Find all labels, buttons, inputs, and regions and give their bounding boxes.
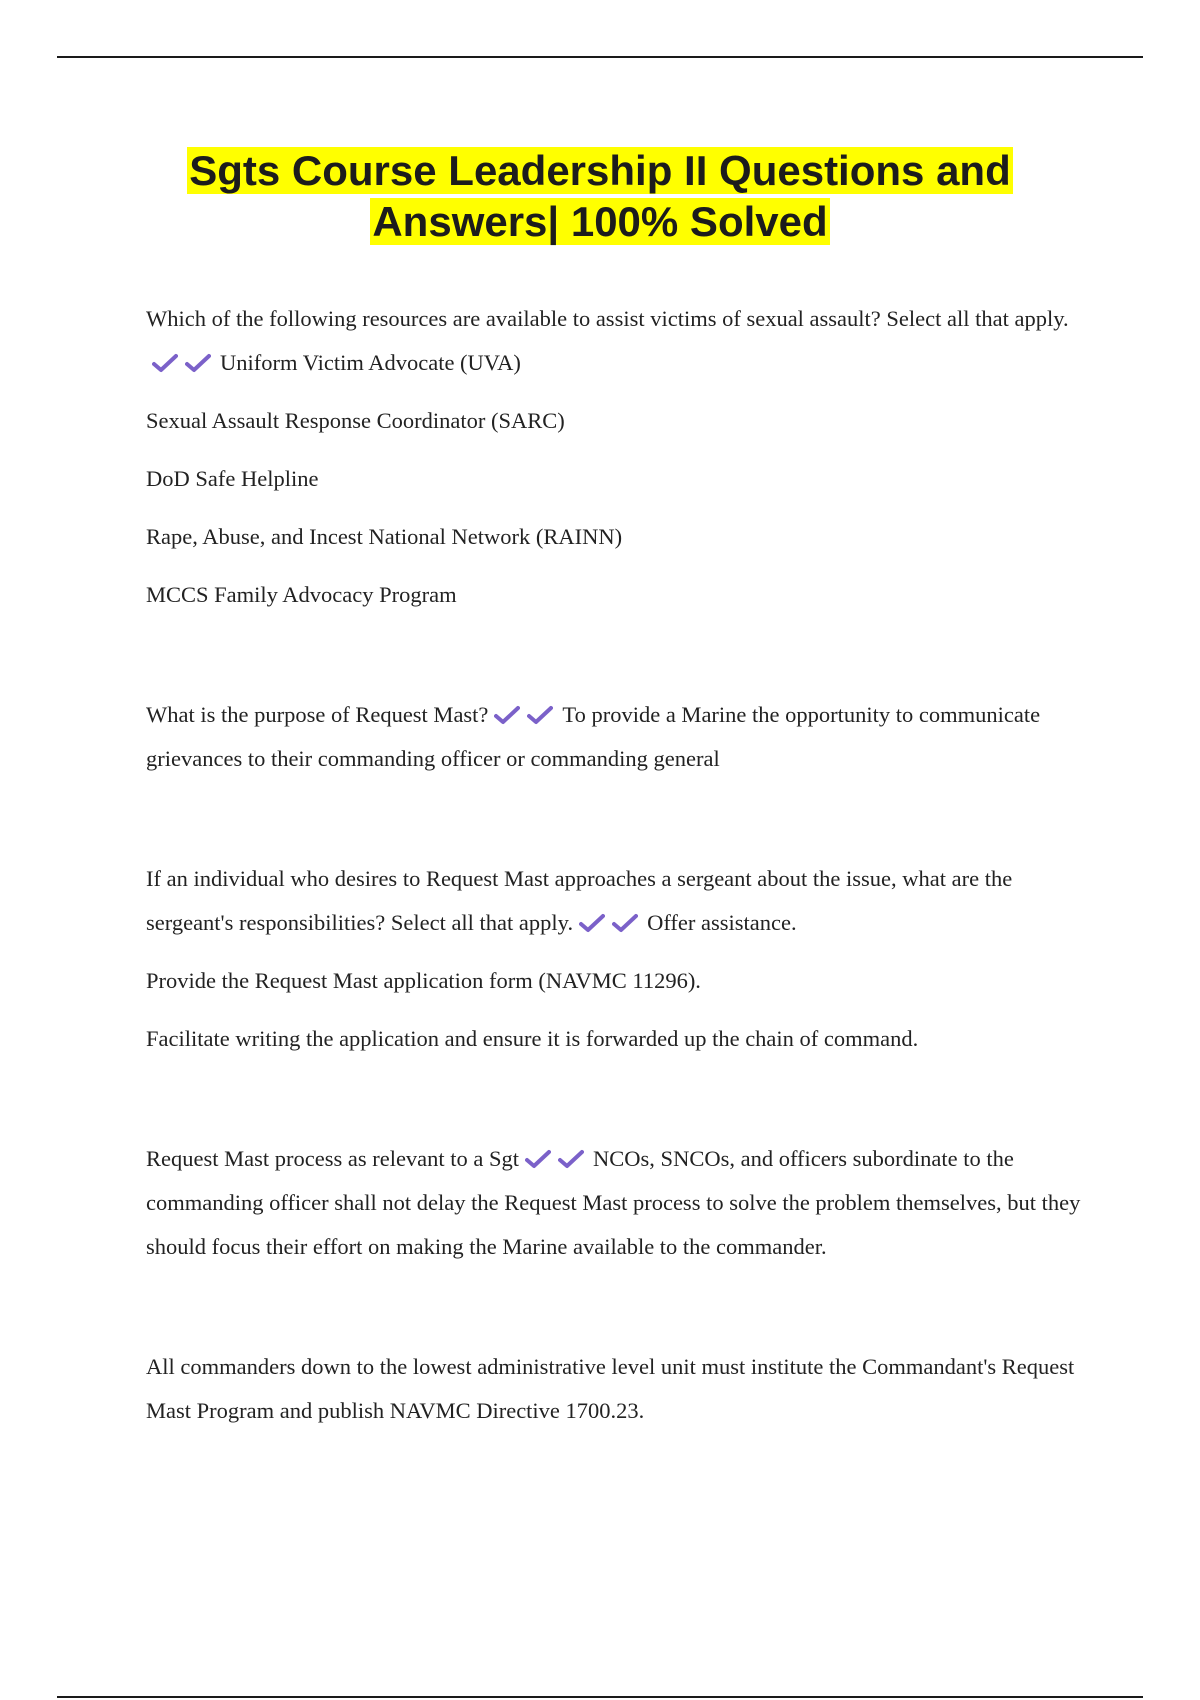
qa-item-2 xyxy=(146,693,1086,781)
answer-text: NCOs, SNCOs, and officers subordinate to the commanding officer shall not delay the Request Mast process to solve the problem themselves, but they should focus their effort on making the Marine available to the commander. xyxy=(146,1146,1081,1259)
checkmark-icon xyxy=(558,1149,584,1169)
qa-item-1-main xyxy=(146,297,1086,385)
answer-checkmarks xyxy=(579,910,645,935)
section-gap xyxy=(146,1283,1086,1345)
qa-content xyxy=(146,297,1086,1447)
question-text: Request Mast process as relevant to a Sgt xyxy=(146,1146,520,1171)
qa-item-2-main xyxy=(146,693,1086,781)
title-line-1: Sgts Course Leadership II Questions and xyxy=(189,147,1011,194)
checkmark-icon xyxy=(579,913,605,933)
checkmark-icon xyxy=(494,705,520,725)
section-gap xyxy=(146,631,1086,693)
qa-item-4 xyxy=(146,1137,1086,1269)
answer-text: Offer assistance. xyxy=(647,910,797,935)
checkmark-icon xyxy=(152,353,178,373)
checkmark-icon xyxy=(527,705,553,725)
answer-text: Uniform Victim Advocate (UVA) xyxy=(220,350,521,375)
answer-extra-line: Sexual Assault Response Coordinator (SARC) xyxy=(146,408,565,433)
answer-extra-line: Facilitate writing the application and ensure it is forwarded up the chain of command. xyxy=(146,1026,919,1051)
answer-checkmarks xyxy=(525,1146,591,1171)
qa-item-4-main xyxy=(146,1137,1086,1269)
qa-item-5 xyxy=(146,1345,1086,1433)
document-title xyxy=(100,145,1100,247)
qa-item-1 xyxy=(146,297,1086,617)
checkmark-icon xyxy=(612,913,638,933)
answer-text: To provide a Marine the opportunity to communicate grievances to their commanding officer or commanding general xyxy=(146,702,1041,771)
answer-checkmarks xyxy=(152,350,218,375)
question-text: Which of the following resources are available to assist victims of sexual assault? Select all that apply. xyxy=(146,306,1069,331)
question-text: If an individual who desires to Request Mast approaches a sergeant about the issue, what are the sergeant's responsibilities? Select all that apply. xyxy=(146,866,1013,935)
top-rule xyxy=(57,56,1143,58)
checkmark-icon xyxy=(185,353,211,373)
qa-item-3 xyxy=(146,857,1086,1061)
answer-extra-line: DoD Safe Helpline xyxy=(146,466,319,491)
answer-checkmarks xyxy=(494,702,560,727)
section-gap xyxy=(146,1075,1086,1137)
section-gap xyxy=(146,795,1086,857)
answer-extra-line: Rape, Abuse, and Incest National Network (RAINN) xyxy=(146,524,623,549)
qa-item-3-main xyxy=(146,857,1086,945)
answer-extra-line: Provide the Request Mast application form (NAVMC 11296). xyxy=(146,968,701,993)
bottom-rule xyxy=(57,1696,1143,1698)
checkmark-icon xyxy=(525,1149,551,1169)
title-line-2: Answers| 100% Solved xyxy=(372,198,828,245)
answer-extra-line: MCCS Family Advocacy Program xyxy=(146,582,457,607)
question-text: What is the purpose of Request Mast? xyxy=(146,702,489,727)
answer-extra-line: All commanders down to the lowest administrative level unit must institute the Commandant's Request Mast Program and publish NAVMC Directive 1700.23. xyxy=(146,1354,1075,1423)
